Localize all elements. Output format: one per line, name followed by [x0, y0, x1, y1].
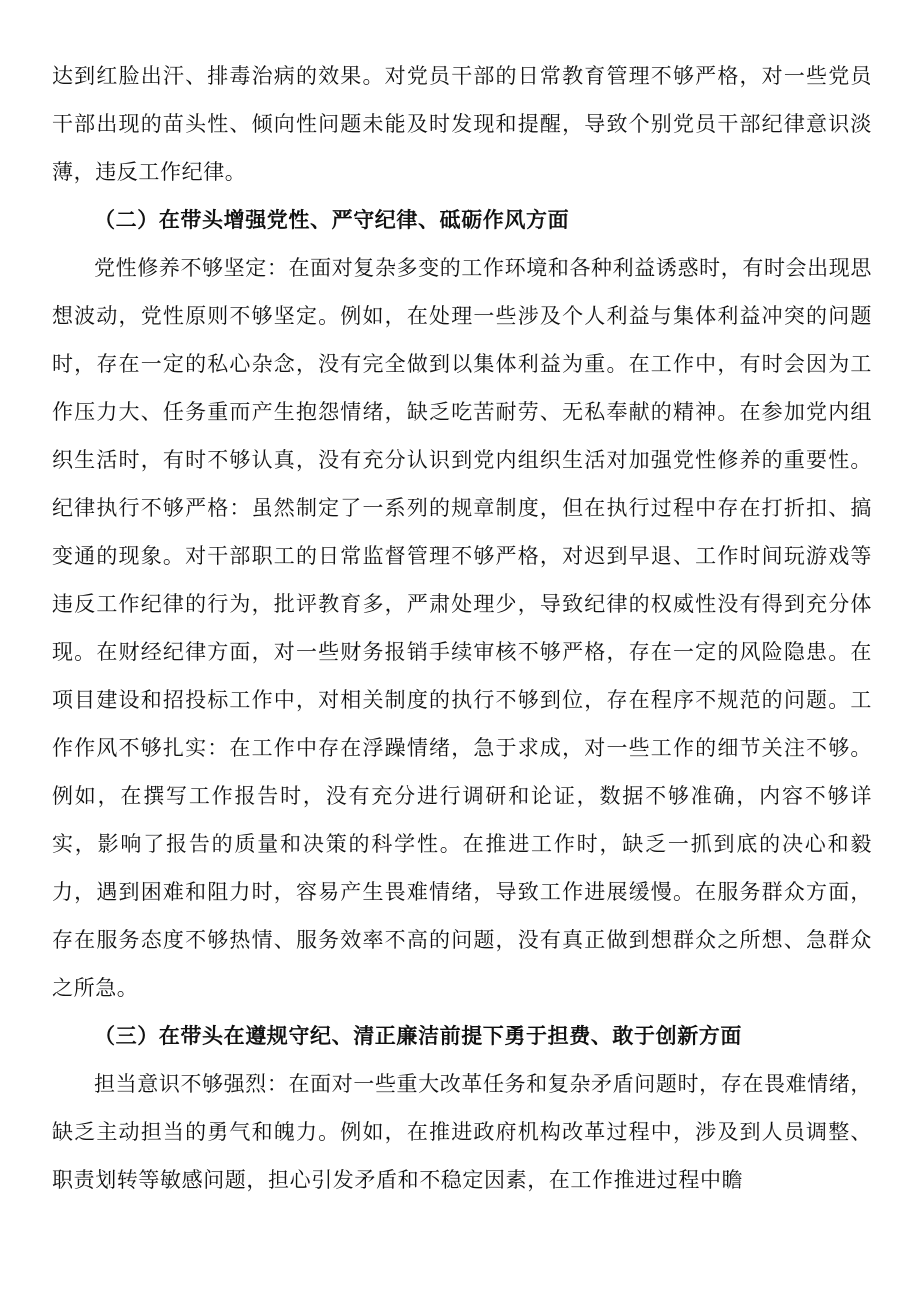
section-heading-2: （二）在带头增强党性、严守纪律、砥砺作风方面 [94, 208, 570, 232]
paragraph-party-discipline: 党性修养不够坚定：在面对复杂多变的工作环境和各种利益诱惑时，有时会出现思想波动，党性原则不够坚定。例如，在处理一些涉及个人利益与集体利益冲突的问题时，存在一定的私心杂念，没有完全做到以集体利益为重。在工作中，有时会因为工作压力大、任务重而产生抱怨情绪，缺乏吃苦耐劳、无私奉献的精神。在参加党内组织生活时，有时不够认真，没有充分认识到党内组织生活对加强党性修养的重要性。纪律执行不够严格：虽然制定了一系列的规章制度，但在执行过程中存在打折扣、搞变通的现象。对干部职工的日常监督管理不够严格，对迟到早退、工作时间玩游戏等违反工作纪律的行为，批评教育多，严肃处理少，导致纪律的权威性没有得到充分体现。在财经纪律方面，对一些财务报销手续审核不够严格，存在一定的风险隐患。在项目建设和招投标工作中，对相关制度的执行不够到位，存在程序不规范的问题。工作作风不够扎实：在工作中存在浮躁情绪，急于求成，对一些工作的细节关注不够。例如，在撰写工作报告时，没有充分进行调研和论证，数据不够准确，内容不够详实，影响了报告的质量和决策的科学性。在推进工作时，缺乏一抓到底的决心和毅力，遇到困难和阻力时，容易产生畏难情绪，导致工作进展缓慢。在服务群众方面，存在服务态度不够热情、服务效率不高的问题，没有真正做到想群众之所想、急群众之所急。 [52, 256, 872, 1000]
document-page [52, 52, 872, 1204]
section-heading-3: （三）在带头在遵规守纪、清正廉洁前提下勇于担费、敢于创新方面 [94, 1024, 742, 1048]
paragraph-responsibility: 担当意识不够强烈：在面对一些重大改革任务和复杂矛盾问题时，存在畏难情绪，缺乏主动担当的勇气和魄力。例如，在推进政府机构改革过程中，涉及到人员调整、职责划转等敏感问题，担心引发矛盾和不稳定因素，在工作推进过程中瞻 [52, 1072, 872, 1192]
paragraph-continuation: 达到红脸出汗、排毒治病的效果。对党员干部的日常教育管理不够严格，对一些党员干部出现的苗头性、倾向性问题未能及时发现和提醒，导致个别党员干部纪律意识淡薄，违反工作纪律。 [52, 64, 872, 184]
